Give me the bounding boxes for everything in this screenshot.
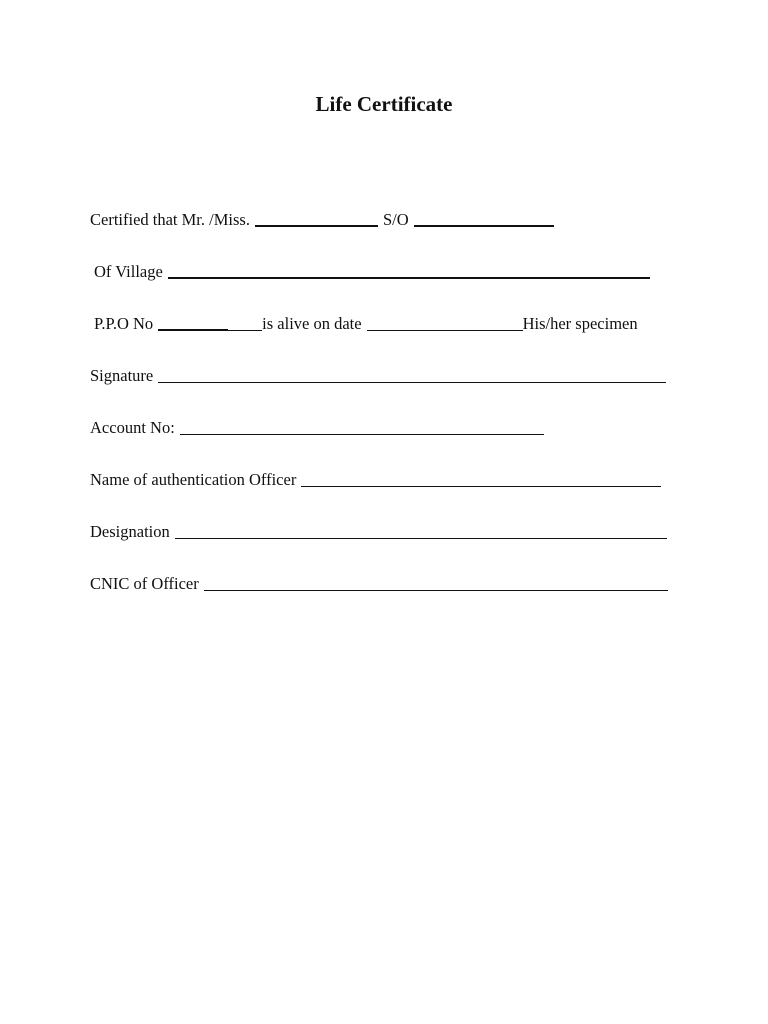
father-name-blank (414, 224, 554, 227)
signature-line (90, 364, 666, 388)
designation-line (90, 520, 667, 544)
designation-blank (175, 537, 667, 539)
specimen-label: His/her specimen (522, 314, 638, 333)
document-title: Life Certificate (315, 92, 453, 116)
village-blank (168, 276, 650, 279)
signature-blank (158, 381, 666, 383)
date-blank (367, 329, 523, 331)
so-label: S/O (382, 210, 409, 229)
village-label: Of Village (94, 262, 163, 281)
officer-name-line (90, 468, 661, 492)
officer-name-label: Name of authentication Officer (90, 470, 297, 489)
designation-label: Designation (90, 522, 170, 541)
name-blank (255, 224, 378, 227)
cnic-label: CNIC of Officer (90, 574, 199, 593)
ppo-line (94, 312, 638, 336)
cnic-line (90, 572, 668, 596)
certified-label: Certified that Mr. /Miss. (90, 210, 250, 229)
signature-label: Signature (90, 366, 154, 385)
alive-label: is alive on date (262, 314, 362, 333)
ppo-label: P.P.O No (94, 314, 154, 333)
officer-name-blank (301, 485, 661, 487)
certified-line (90, 208, 554, 232)
village-line (94, 260, 650, 284)
account-blank (180, 433, 544, 435)
ppo-blank-extension (228, 329, 262, 331)
account-line (90, 416, 544, 440)
cnic-blank (204, 589, 668, 591)
account-label: Account No: (90, 418, 175, 437)
ppo-blank (158, 328, 228, 331)
